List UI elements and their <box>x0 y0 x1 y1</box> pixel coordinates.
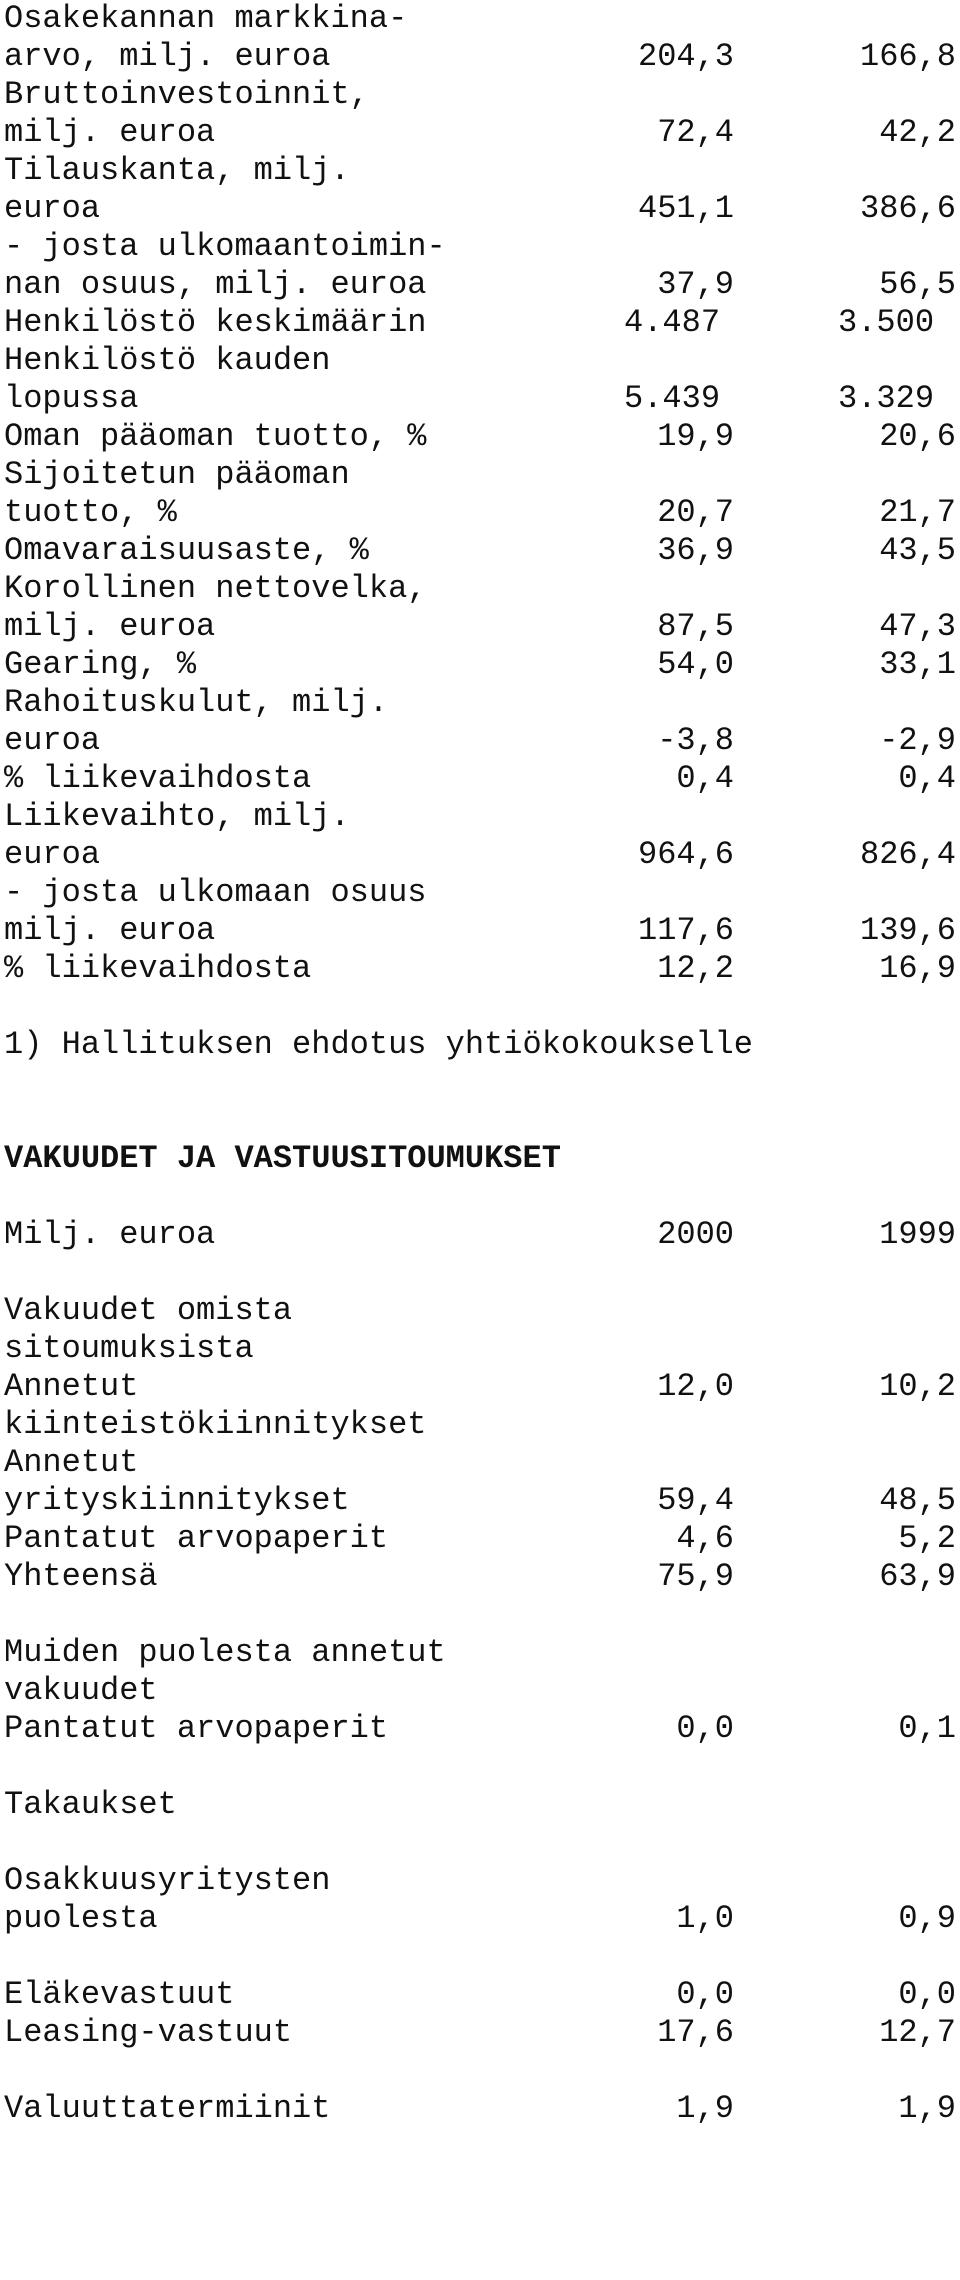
row-label: yrityskiinnitykset <box>4 1482 350 1519</box>
value-1999: 826,4 <box>859 836 956 873</box>
table-row <box>4 304 956 342</box>
table-row-continuation <box>4 76 956 114</box>
table-row <box>4 646 956 684</box>
value-2000: 4,6 <box>676 1520 734 1557</box>
value-1999: 12,7 <box>879 2014 956 2051</box>
row-label: arvo, milj. euroa <box>4 38 331 75</box>
value-2000: 0,0 <box>676 1976 734 2013</box>
table-row-continuation <box>4 1444 956 1482</box>
row-label: milj. euroa <box>4 912 216 949</box>
value-2000: 17,6 <box>657 2014 734 2051</box>
value-2000: 117,6 <box>637 912 734 949</box>
row-label: Henkilöstö keskimäärin <box>4 304 427 341</box>
row-label: Eläkevastuut <box>4 1976 235 2013</box>
row-label: - josta ulkomaantoimin- <box>4 228 446 265</box>
row-label: Korollinen nettovelka, <box>4 570 427 607</box>
value-2000: 59,4 <box>657 1482 734 1519</box>
row-label: nan osuus, milj. euroa <box>4 266 427 303</box>
column-header-label: Milj. euroa <box>4 1216 216 1253</box>
row-label: Valuuttatermiinit <box>4 2090 331 2127</box>
others-heading-text: vakuudet <box>4 1672 158 1709</box>
table-row-continuation <box>4 228 956 266</box>
value-1999: 48,5 <box>879 1482 956 1519</box>
column-header-2000: 2000 <box>657 1216 734 1253</box>
value-2000: 451,1 <box>637 190 734 227</box>
takaukset-text: Takaukset <box>4 1786 177 1823</box>
table-row-continuation <box>4 874 956 912</box>
value-2000: 54,0 <box>657 646 734 683</box>
footnote-text: 1) Hallituksen ehdotus yhtiökokoukselle <box>4 1026 753 1063</box>
value-1999: -2,9 <box>879 722 956 759</box>
row-label: milj. euroa <box>4 608 216 645</box>
value-1999: 0,4 <box>898 760 956 797</box>
table-row <box>4 950 956 988</box>
value-2000: 964,6 <box>637 836 734 873</box>
value-1999: 0,9 <box>898 1900 956 1937</box>
others-heading-line-1 <box>4 1634 956 1672</box>
value-2000: -3,8 <box>657 722 734 759</box>
value-2000: 19,9 <box>657 418 734 455</box>
table-row <box>4 1558 956 1596</box>
table-row <box>4 2014 956 2052</box>
value-1999: 386,6 <box>859 190 956 227</box>
table-row-continuation <box>4 456 956 494</box>
row-label: Henkilöstö kauden <box>4 342 331 379</box>
row-label: Gearing, % <box>4 646 197 683</box>
row-label: Omavaraisuusaste, % <box>4 532 369 569</box>
row-label: Annetut <box>4 1444 139 1481</box>
row-label: Osakkuusyritysten <box>4 1862 331 1899</box>
row-label: euroa <box>4 190 101 227</box>
table-row <box>4 38 956 76</box>
table-row <box>4 1976 956 2014</box>
table-row-continuation <box>4 0 956 38</box>
table-row <box>4 114 956 152</box>
section-title <box>4 1140 956 1178</box>
value-1999: 56,5 <box>879 266 956 303</box>
value-1999: 16,9 <box>879 950 956 987</box>
column-header-row <box>4 1216 956 1254</box>
value-1999: 63,9 <box>879 1558 956 1595</box>
value-2000: 20,7 <box>657 494 734 531</box>
table-row <box>4 190 956 228</box>
table-row <box>4 418 956 456</box>
row-label: Osakekannan markkina- <box>4 0 408 37</box>
table-row <box>4 836 956 874</box>
value-1999: 10,2 <box>879 1368 956 1405</box>
table-row <box>4 380 956 418</box>
value-2000: 12,2 <box>657 950 734 987</box>
footnote <box>4 1026 956 1064</box>
value-1999: 21,7 <box>879 494 956 531</box>
row-label: puolesta <box>4 1900 158 1937</box>
others-heading-line-2 <box>4 1672 956 1710</box>
row-label: Liikevaihto, milj. <box>4 798 350 835</box>
collateral-heading-text: Vakuudet omista <box>4 1292 293 1329</box>
value-1999: 0,1 <box>898 1710 956 1747</box>
value-2000: 4.487 <box>624 304 721 341</box>
row-label: Rahoituskulut, milj. <box>4 684 389 721</box>
table-row <box>4 1520 956 1558</box>
value-1999: 5,2 <box>898 1520 956 1557</box>
value-1999: 20,6 <box>879 418 956 455</box>
row-label: Leasing-vastuut <box>4 2014 293 2051</box>
table-row <box>4 1482 956 1520</box>
row-label: Pantatut arvopaperit <box>4 1710 389 1747</box>
row-label: lopussa <box>4 380 139 417</box>
table-row-continuation <box>4 152 956 190</box>
value-1999: 1,9 <box>898 2090 956 2127</box>
value-1999: 47,3 <box>879 608 956 645</box>
value-2000: 12,0 <box>657 1368 734 1405</box>
table-row <box>4 722 956 760</box>
table-row <box>4 1710 956 1748</box>
table-row <box>4 1368 956 1406</box>
value-1999: 42,2 <box>879 114 956 151</box>
value-1999: 33,1 <box>879 646 956 683</box>
row-label: kiinteistökiinnitykset <box>4 1406 427 1443</box>
row-label: euroa <box>4 836 101 873</box>
value-2000: 75,9 <box>657 1558 734 1595</box>
value-2000: 72,4 <box>657 114 734 151</box>
table-row-continuation <box>4 1406 956 1444</box>
value-2000: 5.439 <box>624 380 721 417</box>
row-label: Tilauskanta, milj. <box>4 152 350 189</box>
table-row-continuation <box>4 684 956 722</box>
collateral-heading-line-1 <box>4 1292 956 1330</box>
row-label: Oman pääoman tuotto, % <box>4 418 427 455</box>
value-1999: 166,8 <box>859 38 956 75</box>
collateral-heading-line-2 <box>4 1330 956 1368</box>
value-1999: 3.329 <box>838 380 935 417</box>
value-1999: 3.500 <box>838 304 935 341</box>
table-row-continuation <box>4 570 956 608</box>
table-row <box>4 608 956 646</box>
table-row-continuation <box>4 1862 956 1900</box>
value-2000: 1,9 <box>676 2090 734 2127</box>
row-label: Yhteensä <box>4 1558 158 1595</box>
table-row <box>4 532 956 570</box>
column-header-1999: 1999 <box>879 1216 956 1253</box>
value-2000: 87,5 <box>657 608 734 645</box>
value-2000: 36,9 <box>657 532 734 569</box>
row-label: Annetut <box>4 1368 139 1405</box>
others-heading-text: Muiden puolesta annetut <box>4 1634 446 1671</box>
key-figures-table <box>4 0 956 988</box>
collateral-heading-text: sitoumuksista <box>4 1330 254 1367</box>
takaukset-heading <box>4 1786 956 1824</box>
value-2000: 1,0 <box>676 1900 734 1937</box>
value-1999: 139,6 <box>859 912 956 949</box>
row-label: Bruttoinvestoinnit, <box>4 76 369 113</box>
row-label: milj. euroa <box>4 114 216 151</box>
document-page <box>4 0 956 2128</box>
section-title-text: VAKUUDET JA VASTUUSITOUMUKSET <box>4 1140 561 1177</box>
row-label: euroa <box>4 722 101 759</box>
value-2000: 0,0 <box>676 1710 734 1747</box>
row-label: Pantatut arvopaperit <box>4 1520 389 1557</box>
value-1999: 43,5 <box>879 532 956 569</box>
row-label: Sijoitetun pääoman <box>4 456 350 493</box>
table-row <box>4 1900 956 1938</box>
value-2000: 0,4 <box>676 760 734 797</box>
table-row <box>4 760 956 798</box>
value-1999: 0,0 <box>898 1976 956 2013</box>
row-label: % liikevaihdosta <box>4 950 312 987</box>
table-row-continuation <box>4 798 956 836</box>
table-row <box>4 912 956 950</box>
table-row <box>4 2090 956 2128</box>
table-row-continuation <box>4 342 956 380</box>
table-row <box>4 266 956 304</box>
row-label: % liikevaihdosta <box>4 760 312 797</box>
value-2000: 37,9 <box>657 266 734 303</box>
row-label: tuotto, % <box>4 494 177 531</box>
table-row <box>4 494 956 532</box>
value-2000: 204,3 <box>637 38 734 75</box>
row-label: - josta ulkomaan osuus <box>4 874 427 911</box>
